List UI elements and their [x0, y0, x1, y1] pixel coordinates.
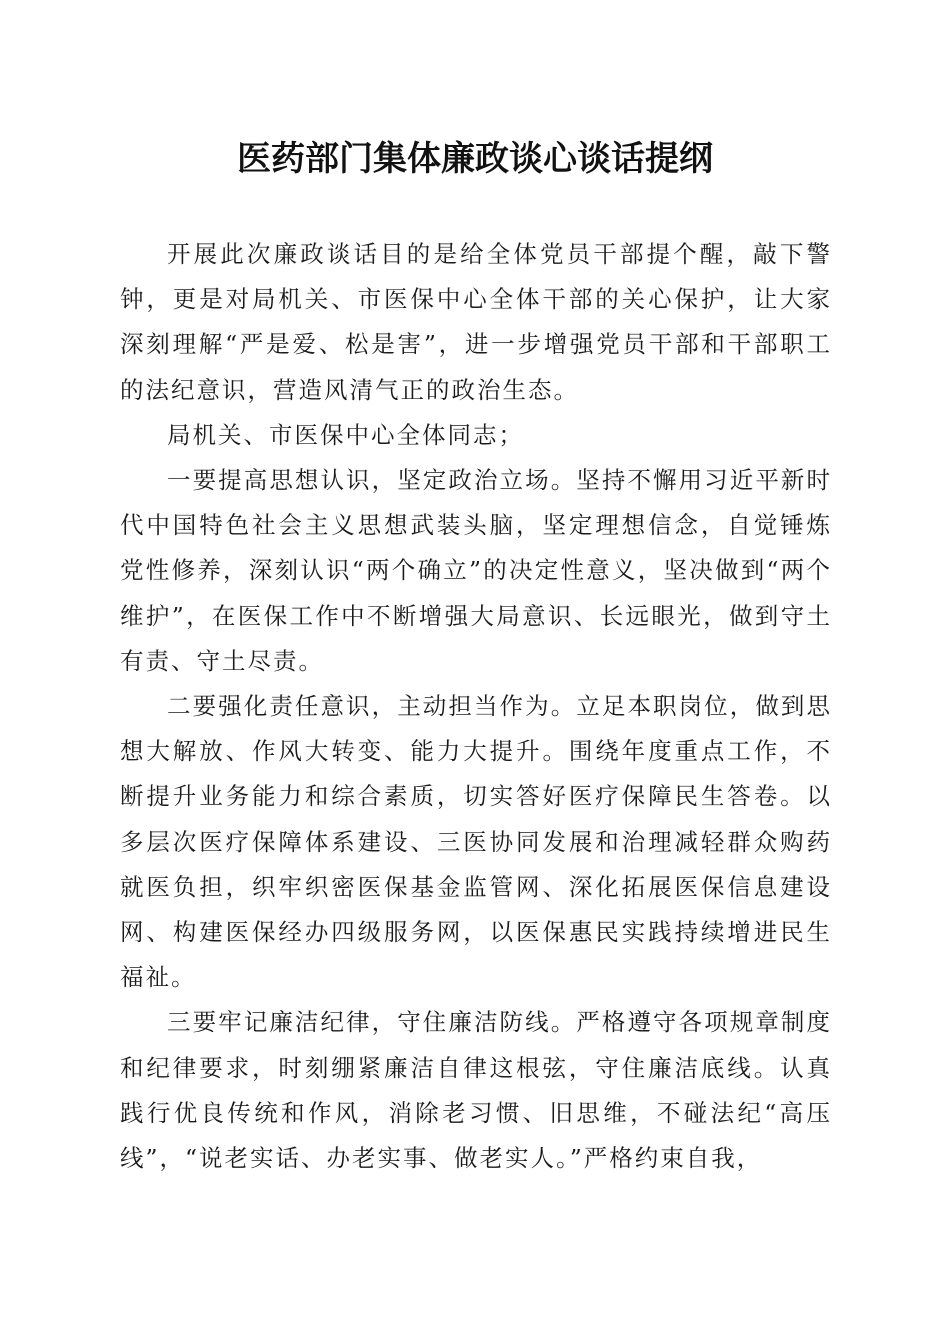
document-body — [120, 232, 832, 1181]
paragraph-point-three: 三要牢记廉洁纪律，守住廉洁防线。严格遵守各项规章制度和纪律要求，时刻绷紧廉洁自律这根弦，守住廉洁底线。认真践行优良传统和作风，消除老习惯、旧思维，不碰法纪“高压线”，“说老实话、办老实事、做老实人。”严格约束自我， — [120, 1008, 832, 1173]
paragraph-point-two: 二要强化责任意识，主动担当作为。立足本职岗位，做到思想大解放、作风大转变、能力大提升。围绕年度重点工作，不断提升业务能力和综合素质，切实答好医疗保障民生答卷。以多层次医疗保障体系建设、三医协同发展和治理减轻群众购药就医负担，织牢织密医保基金监管网、深化拓展医保信息建设网、构建医保经办四级服务网，以医保惠民实践持续增进民生福祉。 — [120, 692, 832, 992]
paragraph-salutation: 局机关、市医保中心全体同志； — [167, 420, 524, 449]
paragraph-point-one: 一要提高思想认识，坚定政治立场。坚持不懈用习近平新时代中国特色社会主义思想武装头脑，坚定理想信念，自觉锤炼党性修养，深刻认识“两个确立”的决定性意义，坚决做到“两个维护”，在医保工作中不断增强大局意识、长远眼光，做到守土有责、守土尽责。 — [120, 466, 832, 675]
paragraph-purpose: 开展此次廉政谈话目的是给全体党员干部提个醒，敲下警钟，更是对局机关、市医保中心全体干部的关心保护，让大家深刻理解“严是爱、松是害”，进一步增强党员干部和干部职工的法纪意识，营造风清气正的政治生态。 — [120, 240, 832, 404]
document-title: 医药部门集体廉政谈心谈话提纲 — [237, 139, 713, 179]
